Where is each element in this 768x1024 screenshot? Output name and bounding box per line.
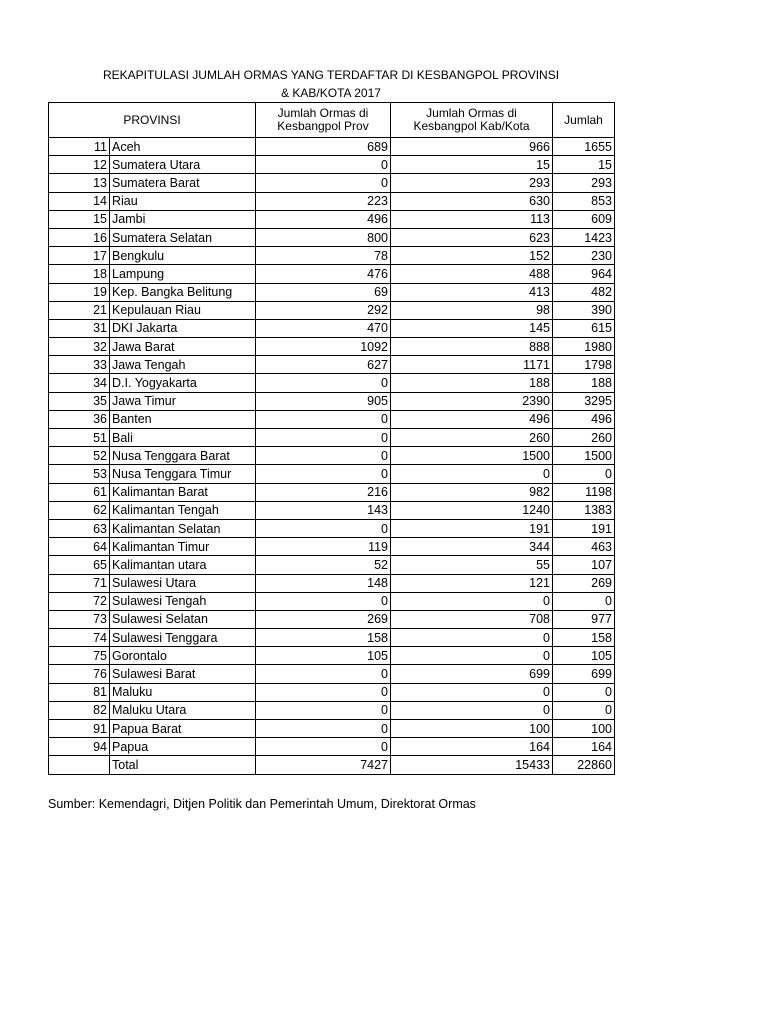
table-row: [49, 574, 615, 592]
table-row: [49, 283, 615, 301]
kab-count: 708: [391, 610, 553, 628]
row-total: 107: [553, 556, 615, 574]
kab-count: 0: [391, 592, 553, 610]
prov-count: 292: [256, 301, 391, 319]
prov-count: 148: [256, 574, 391, 592]
province-name: Jawa Tengah: [110, 356, 256, 374]
table-row: [49, 665, 615, 683]
prov-count: 496: [256, 210, 391, 228]
province-name: Kalimantan Barat: [110, 483, 256, 501]
header-kab-line-1: Jumlah Ormas di: [426, 106, 517, 120]
total-label: Total: [110, 756, 256, 774]
province-name: Gorontalo: [110, 647, 256, 665]
province-name: Kalimantan Selatan: [110, 519, 256, 537]
province-code: 15: [49, 210, 110, 228]
kab-count: 0: [391, 647, 553, 665]
prov-count: 143: [256, 501, 391, 519]
province-code: 32: [49, 338, 110, 356]
province-name: Jambi: [110, 210, 256, 228]
province-code: 71: [49, 574, 110, 592]
header-total-label: Jumlah: [564, 112, 603, 127]
province-code: 91: [49, 720, 110, 738]
prov-count: 78: [256, 247, 391, 265]
row-total: 293: [553, 174, 615, 192]
province-name: Sulawesi Tengah: [110, 592, 256, 610]
province-code: 18: [49, 265, 110, 283]
table-row: [49, 592, 615, 610]
prov-count: 0: [256, 592, 391, 610]
prov-count: 269: [256, 610, 391, 628]
province-name: Papua: [110, 738, 256, 756]
total-grand: 22860: [553, 756, 615, 774]
prov-count: 470: [256, 319, 391, 337]
total-prov: 7427: [256, 756, 391, 774]
header-province-label: PROVINSI: [123, 112, 181, 127]
prov-count: 800: [256, 228, 391, 246]
province-name: Riau: [110, 192, 256, 210]
table-row: [49, 447, 615, 465]
header-prov-line-2: Kesbangpol Prov: [277, 119, 369, 133]
kab-count: 0: [391, 683, 553, 701]
table-row: [49, 265, 615, 283]
row-total: 1500: [553, 447, 615, 465]
source-note: Sumber: Kemendagri, Ditjen Politik dan Pemerintah Umum, Direktorat Ormas: [48, 797, 476, 811]
table-row: [49, 247, 615, 265]
prov-count: 0: [256, 519, 391, 537]
table-row: [49, 410, 615, 428]
prov-count: 0: [256, 374, 391, 392]
province-code: 17: [49, 247, 110, 265]
province-name: Aceh: [110, 138, 256, 156]
table-row: [49, 629, 615, 647]
province-code: 82: [49, 701, 110, 719]
table-row: [49, 720, 615, 738]
province-code: 13: [49, 174, 110, 192]
prov-count: 119: [256, 538, 391, 556]
row-total: 964: [553, 265, 615, 283]
province-code: 65: [49, 556, 110, 574]
table-row: [49, 210, 615, 228]
province-code: 76: [49, 665, 110, 683]
table-row: [49, 338, 615, 356]
table-row: [49, 483, 615, 501]
province-name: Sulawesi Selatan: [110, 610, 256, 628]
province-name: Sulawesi Tenggara: [110, 629, 256, 647]
row-total: 463: [553, 538, 615, 556]
province-code: 81: [49, 683, 110, 701]
province-name: Bali: [110, 429, 256, 447]
province-code: 64: [49, 538, 110, 556]
kab-count: 98: [391, 301, 553, 319]
kab-count: 188: [391, 374, 553, 392]
prov-count: 0: [256, 701, 391, 719]
row-total: 260: [553, 429, 615, 447]
row-total: 0: [553, 701, 615, 719]
province-name: Kep. Bangka Belitung: [110, 283, 256, 301]
row-total: 1798: [553, 356, 615, 374]
kab-count: 488: [391, 265, 553, 283]
table-body: [49, 138, 615, 756]
row-total: 390: [553, 301, 615, 319]
prov-count: 223: [256, 192, 391, 210]
prov-count: 476: [256, 265, 391, 283]
province-name: Sulawesi Barat: [110, 665, 256, 683]
province-name: Kalimantan Tengah: [110, 501, 256, 519]
prov-count: 0: [256, 156, 391, 174]
province-code: 21: [49, 301, 110, 319]
kab-count: 293: [391, 174, 553, 192]
kab-count: 191: [391, 519, 553, 537]
province-name: D.I. Yogyakarta: [110, 374, 256, 392]
prov-count: 0: [256, 465, 391, 483]
province-code: 94: [49, 738, 110, 756]
province-name: Nusa Tenggara Barat: [110, 447, 256, 465]
table-row: [49, 319, 615, 337]
table-row: [49, 138, 615, 156]
row-total: 1383: [553, 501, 615, 519]
kab-count: 630: [391, 192, 553, 210]
row-total: 0: [553, 465, 615, 483]
prov-count: 0: [256, 720, 391, 738]
province-code: 35: [49, 392, 110, 410]
table-row: [49, 392, 615, 410]
row-total: 977: [553, 610, 615, 628]
province-code: 62: [49, 501, 110, 519]
table-row: [49, 465, 615, 483]
prov-count: 0: [256, 683, 391, 701]
kab-count: 164: [391, 738, 553, 756]
kab-count: 113: [391, 210, 553, 228]
row-total: 269: [553, 574, 615, 592]
province-code: 61: [49, 483, 110, 501]
prov-count: 0: [256, 665, 391, 683]
table-row: [49, 374, 615, 392]
province-code: 12: [49, 156, 110, 174]
row-total: 191: [553, 519, 615, 537]
header-kab-line-2: Kesbangpol Kab/Kota: [413, 119, 530, 133]
kab-count: 0: [391, 701, 553, 719]
kab-count: 15: [391, 156, 553, 174]
kab-count: 1240: [391, 501, 553, 519]
prov-count: 0: [256, 174, 391, 192]
prov-count: 1092: [256, 338, 391, 356]
kab-count: 1500: [391, 447, 553, 465]
row-total: 1423: [553, 228, 615, 246]
province-name: Sumatera Utara: [110, 156, 256, 174]
province-name: Kepulauan Riau: [110, 301, 256, 319]
header-prov-count: [256, 103, 391, 138]
prov-count: 0: [256, 410, 391, 428]
kab-count: 496: [391, 410, 553, 428]
kab-count: 413: [391, 283, 553, 301]
row-total: 158: [553, 629, 615, 647]
row-total: 1655: [553, 138, 615, 156]
province-code: 75: [49, 647, 110, 665]
province-code: 52: [49, 447, 110, 465]
prov-count: 689: [256, 138, 391, 156]
kab-count: 623: [391, 228, 553, 246]
prov-count: 627: [256, 356, 391, 374]
row-total: 615: [553, 319, 615, 337]
table-row: [49, 538, 615, 556]
row-total: 164: [553, 738, 615, 756]
kab-count: 0: [391, 629, 553, 647]
province-code: 63: [49, 519, 110, 537]
prov-count: 52: [256, 556, 391, 574]
kab-count: 888: [391, 338, 553, 356]
province-name: Banten: [110, 410, 256, 428]
prov-count: 0: [256, 429, 391, 447]
province-name: Maluku: [110, 683, 256, 701]
kab-count: 982: [391, 483, 553, 501]
table-row: [49, 228, 615, 246]
row-total: 609: [553, 210, 615, 228]
province-code: 73: [49, 610, 110, 628]
row-total: 0: [553, 683, 615, 701]
row-total: 3295: [553, 392, 615, 410]
row-total: 853: [553, 192, 615, 210]
province-code: 53: [49, 465, 110, 483]
province-code: 19: [49, 283, 110, 301]
table-header-row: [49, 103, 615, 138]
row-total: 15: [553, 156, 615, 174]
province-name: Jawa Barat: [110, 338, 256, 356]
table-row: [49, 429, 615, 447]
province-code: 31: [49, 319, 110, 337]
table-row: [49, 501, 615, 519]
header-province: [49, 103, 256, 138]
table-row: [49, 556, 615, 574]
table-row: [49, 683, 615, 701]
province-name: Kalimantan Timur: [110, 538, 256, 556]
prov-count: 69: [256, 283, 391, 301]
prov-count: 905: [256, 392, 391, 410]
document-title-line-2: & KAB/KOTA 2017: [281, 86, 381, 100]
province-name: DKI Jakarta: [110, 319, 256, 337]
kab-count: 145: [391, 319, 553, 337]
province-name: Sumatera Selatan: [110, 228, 256, 246]
province-code: 11: [49, 138, 110, 156]
kab-count: 699: [391, 665, 553, 683]
province-name: Sulawesi Utara: [110, 574, 256, 592]
prov-count: 216: [256, 483, 391, 501]
province-code: 14: [49, 192, 110, 210]
kab-count: 344: [391, 538, 553, 556]
province-code: 36: [49, 410, 110, 428]
row-total: 699: [553, 665, 615, 683]
province-name: Maluku Utara: [110, 701, 256, 719]
table-row: [49, 701, 615, 719]
province-name: Bengkulu: [110, 247, 256, 265]
row-total: 230: [553, 247, 615, 265]
province-code: 33: [49, 356, 110, 374]
table-total-row: [49, 756, 615, 774]
table-row: [49, 610, 615, 628]
kab-count: 152: [391, 247, 553, 265]
row-total: 1980: [553, 338, 615, 356]
province-name: Nusa Tenggara Timur: [110, 465, 256, 483]
total-code-cell: [49, 756, 110, 774]
province-code: 72: [49, 592, 110, 610]
kab-count: 966: [391, 138, 553, 156]
row-total: 105: [553, 647, 615, 665]
table-row: [49, 156, 615, 174]
table-row: [49, 519, 615, 537]
province-code: 34: [49, 374, 110, 392]
province-name: Kalimantan utara: [110, 556, 256, 574]
table-row: [49, 301, 615, 319]
kab-count: 1171: [391, 356, 553, 374]
kab-count: 55: [391, 556, 553, 574]
province-name: Sumatera Barat: [110, 174, 256, 192]
row-total: 188: [553, 374, 615, 392]
province-name: Papua Barat: [110, 720, 256, 738]
prov-count: 105: [256, 647, 391, 665]
row-total: 482: [553, 283, 615, 301]
province-name: Jawa Timur: [110, 392, 256, 410]
kab-count: 121: [391, 574, 553, 592]
row-total: 0: [553, 592, 615, 610]
row-total: 496: [553, 410, 615, 428]
header-total: [553, 103, 615, 138]
total-kab: 15433: [391, 756, 553, 774]
kab-count: 0: [391, 465, 553, 483]
row-total: 1198: [553, 483, 615, 501]
table-row: [49, 192, 615, 210]
province-code: 51: [49, 429, 110, 447]
table-row: [49, 356, 615, 374]
document-title-line-1: REKAPITULASI JUMLAH ORMAS YANG TERDAFTAR DI KESBANGPOL PROVINSI: [102, 68, 560, 82]
table-row: [49, 174, 615, 192]
kab-count: 2390: [391, 392, 553, 410]
kab-count: 260: [391, 429, 553, 447]
table-row: [49, 647, 615, 665]
province-name: Lampung: [110, 265, 256, 283]
province-code: 16: [49, 228, 110, 246]
row-total: 100: [553, 720, 615, 738]
prov-count: 0: [256, 738, 391, 756]
table-row: [49, 738, 615, 756]
kab-count: 100: [391, 720, 553, 738]
prov-count: 0: [256, 447, 391, 465]
header-kab-count: [391, 103, 553, 138]
prov-count: 158: [256, 629, 391, 647]
province-code: 74: [49, 629, 110, 647]
ormas-recap-table: [48, 102, 615, 775]
header-prov-line-1: Jumlah Ormas di: [277, 106, 369, 120]
